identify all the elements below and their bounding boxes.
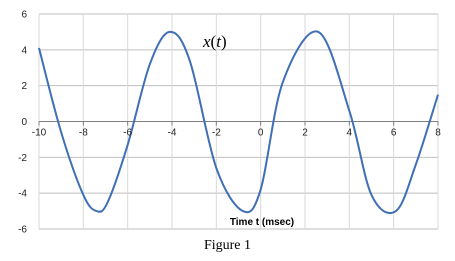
axes [39,122,438,126]
x-tick-label: -4 [167,127,177,139]
x-axis-label: Time t (msec) [229,217,295,228]
x-tick-label: -2 [211,127,221,139]
x-tick-label: 0 [257,127,264,139]
x-tick-label: 4 [346,127,353,139]
y-tick-label: 4 [21,45,27,57]
x-tick-label: 6 [390,127,397,139]
annotation-char: t [216,32,221,51]
tick-labels [18,10,441,236]
y-tick-label: 0 [21,117,27,128]
annotation-char: ( [210,32,217,51]
y-tick-label: 2 [21,81,27,93]
x-tick-label: -10 [31,127,47,139]
y-tick-label: -6 [18,224,27,236]
figure-caption: Figure 1 [203,238,252,253]
x-tick-label: -8 [78,127,88,139]
series-annotation [202,32,227,51]
series-layer [39,31,438,213]
y-tick-label: 6 [21,9,27,21]
x-tick-label: 8 [435,127,441,139]
annotation-char: ) [220,32,227,51]
series-line [39,31,438,213]
y-tick-label: -2 [18,152,27,164]
x-tick-label: 2 [302,127,308,139]
y-tick-label: -4 [18,188,27,200]
annotation-char: x [203,32,211,51]
x-tick-label: -6 [123,127,133,139]
